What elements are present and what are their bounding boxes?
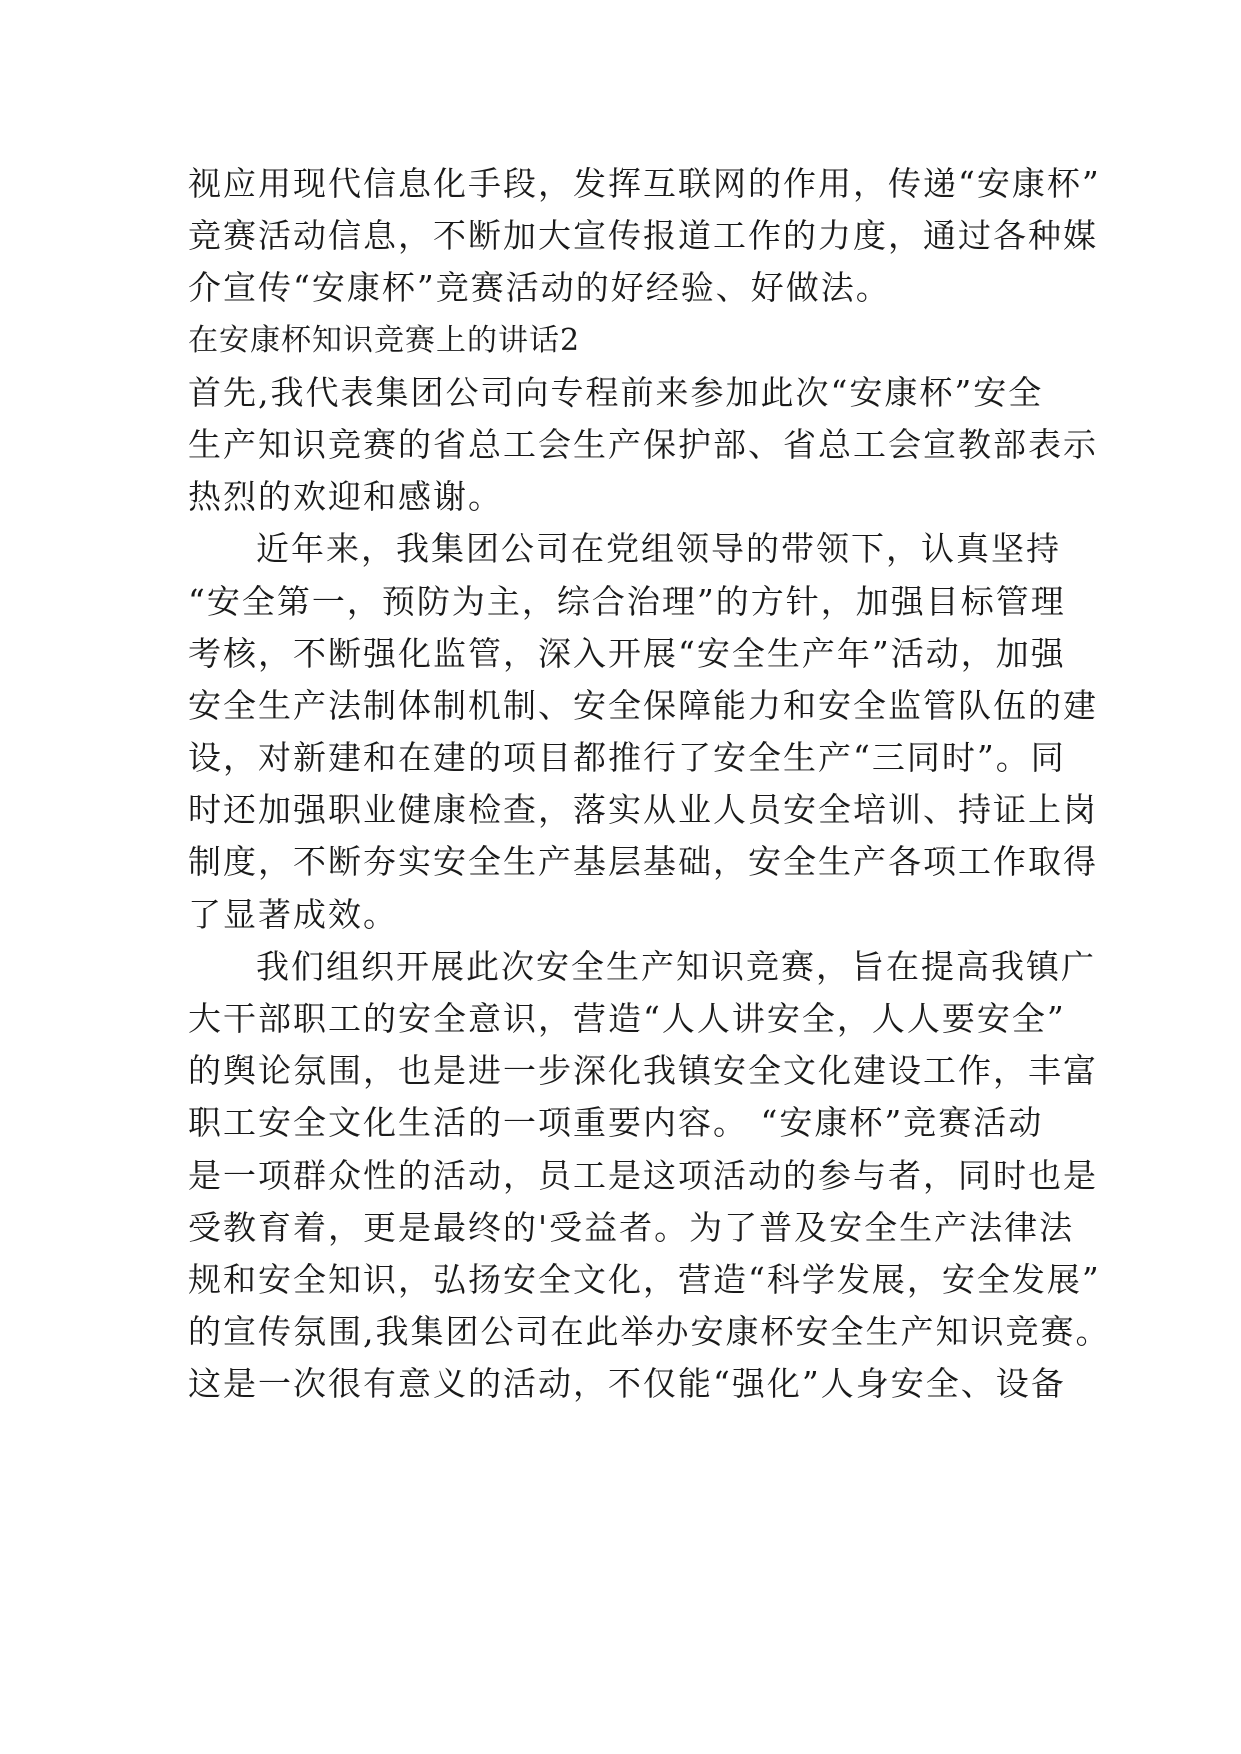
text-line: 生产知识竞赛的省总工会生产保护部、省总工会宣教部表示 bbox=[188, 424, 1098, 464]
paragraph-start-line: 近年来，我集团公司在党组领导的带领下，认真坚持 bbox=[256, 529, 1061, 569]
section-heading: 在安康杯知识竞赛上的讲话2 bbox=[188, 322, 581, 358]
text-line: “安全第一，预防为主，综合治理”的方针，加强目标管理 bbox=[188, 581, 1066, 621]
text-line: 考核，不断强化监管，深入开展“安全生产年”活动，加强 bbox=[188, 633, 1066, 673]
paragraph-start-line: 我们组织开展此次安全生产知识竞赛，旨在提高我镇广 bbox=[256, 946, 1096, 986]
text-line: 设，对新建和在建的项目都推行了安全生产“三同时”。同 bbox=[188, 738, 1066, 778]
text-line: 介宣传“安康杯”竞赛活动的好经验、好做法。 bbox=[188, 268, 891, 308]
text-line: 了显著成效。 bbox=[188, 894, 398, 934]
text-line: 大干部职工的安全意识，营造“人人讲安全，人人要安全” bbox=[188, 999, 1066, 1038]
text-line: 首先,我代表集团公司向专程前来参加此次“安康杯”安全 bbox=[188, 372, 1044, 412]
text-line: 竞赛活动信息，不断加大宣传报道工作的力度，通过各种媒 bbox=[188, 216, 1098, 256]
text-line: 的宣传氛围,我集团公司在此举办安康杯安全生产知识竞赛。 bbox=[188, 1312, 1111, 1352]
text-line: 视应用现代信息化手段，发挥互联网的作用，传递“安康杯” bbox=[188, 164, 1101, 203]
text-line: 职工安全文化生活的一项重要内容。 “安康杯”竞赛活动 bbox=[188, 1103, 1044, 1143]
text-line: 规和安全知识，弘扬安全文化，营造“科学发展，安全发展” bbox=[188, 1259, 1101, 1299]
text-line: 热烈的欢迎和感谢。 bbox=[188, 477, 503, 517]
text-line: 是一项群众性的活动，员工是这项活动的参与者，同时也是 bbox=[188, 1155, 1098, 1195]
text-line: 这是一次很有意义的活动，不仅能“强化”人身安全、设备 bbox=[188, 1364, 1066, 1404]
text-line: 受教育着，更是最终的'受益者。为了普及安全生产法律法 bbox=[188, 1207, 1075, 1247]
text-line: 安全生产法制体制机制、安全保障能力和安全监管队伍的建 bbox=[188, 685, 1098, 725]
document-body bbox=[188, 158, 1111, 1411]
text-line: 的舆论氛围，也是进一步深化我镇安全文化建设工作，丰富 bbox=[188, 1051, 1098, 1091]
text-line: 制度，不断夯实安全生产基层基础，安全生产各项工作取得 bbox=[188, 842, 1098, 882]
text-line: 时还加强职业健康检查，落实从业人员安全培训、持证上岗 bbox=[188, 790, 1098, 830]
